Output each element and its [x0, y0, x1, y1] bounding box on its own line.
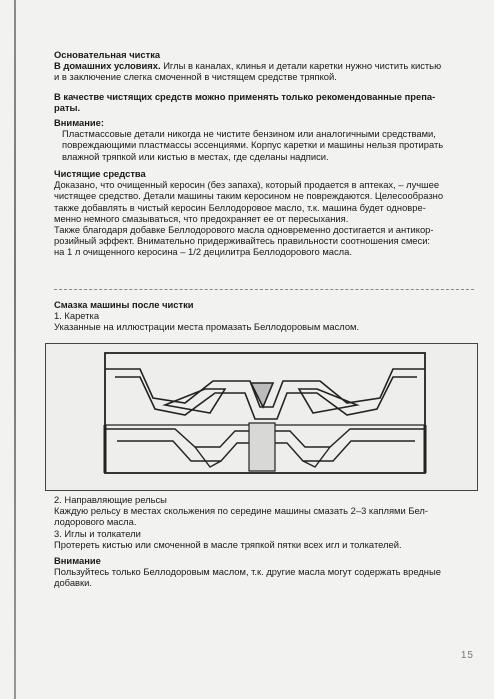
- heading-lubrication: Смазка машины после чистки: [54, 299, 194, 310]
- section-guide-rails: 2. Направляющие рельсы Каждую рельсу в местах скольжения по середине машины смазать 2–3 каплями Бел- лодорового масла.: [54, 494, 472, 528]
- page-number: 15: [460, 650, 474, 661]
- heading-cleaning-agents: Чистящие средства: [54, 168, 146, 179]
- section-lubrication: Смазка машины после чистки 1. Каретка Указанные на иллюстрации места промазать Беллодоровым маслом.: [54, 299, 472, 333]
- heading-attention: Внимание:: [54, 117, 104, 128]
- subheading-carriage: 1. Каретка: [54, 310, 100, 322]
- section-thorough-cleaning: [54, 49, 472, 83]
- section-cleaning-agents: Чистящие средства Доказано, что очищенный керосин (без запаха), который продается в аптеках, – лучшее чистящее средство. Детали машины таким керосином не повреждаются. Целесообразно также добавлять в чистый керосин Беллодоровое масло, т.к. машина будет одновре- менно немного смазываться, что предохраняет ее от пересыхания. Также благодаря добавке Беллодорового масла одновременно достигается и антикор- розийный эффект. Внимательно придерживайтесь правильности соотношения смеси: на 1 л очищенного керосина – 1/2 децилитра Беллодорового масла.: [54, 168, 472, 258]
- section-needles: 3. Иглы и толкатели Протереть кистью или смоченной в масле тряпкой пятки всех игл и толкателей.: [54, 528, 472, 550]
- section-final-attention: Внимание Пользуйтесь только Беллодоровым маслом, т.к. другие масла могут содержать вредные добавки.: [54, 555, 472, 589]
- recommendation-note: В качестве чистящих средств можно применять только рекомендованные препа- раты.: [54, 91, 436, 114]
- subheading-guide-rails: 2. Направляющие рельсы: [54, 494, 167, 505]
- center-block: [249, 423, 275, 471]
- section-attention: Внимание: Пластмассовые детали никогда не чистите бензином или аналогичными средствами, повреждающими пластмассы эссенциями. Корпус каретки и машины нельзя протирать влажной тряпкой или кистью в местах, где сделаны надписи.: [54, 117, 472, 162]
- carriage-illustration: [45, 343, 478, 491]
- paragraph-line: и в заключение слегка смоченной в чистящем средстве тряпкой.: [54, 71, 337, 83]
- binding-edge: [14, 0, 16, 699]
- subheading-needles: 3. Иглы и толкатели: [54, 528, 141, 539]
- section-divider: [54, 289, 474, 290]
- heading-final-attention: Внимание: [54, 555, 101, 566]
- paragraph-line: В домашних условиях. Иглы в каналах, клинья и детали каретки нужно чистить кистью: [54, 60, 442, 72]
- heading-thorough-cleaning: Основательная чистка: [54, 49, 161, 60]
